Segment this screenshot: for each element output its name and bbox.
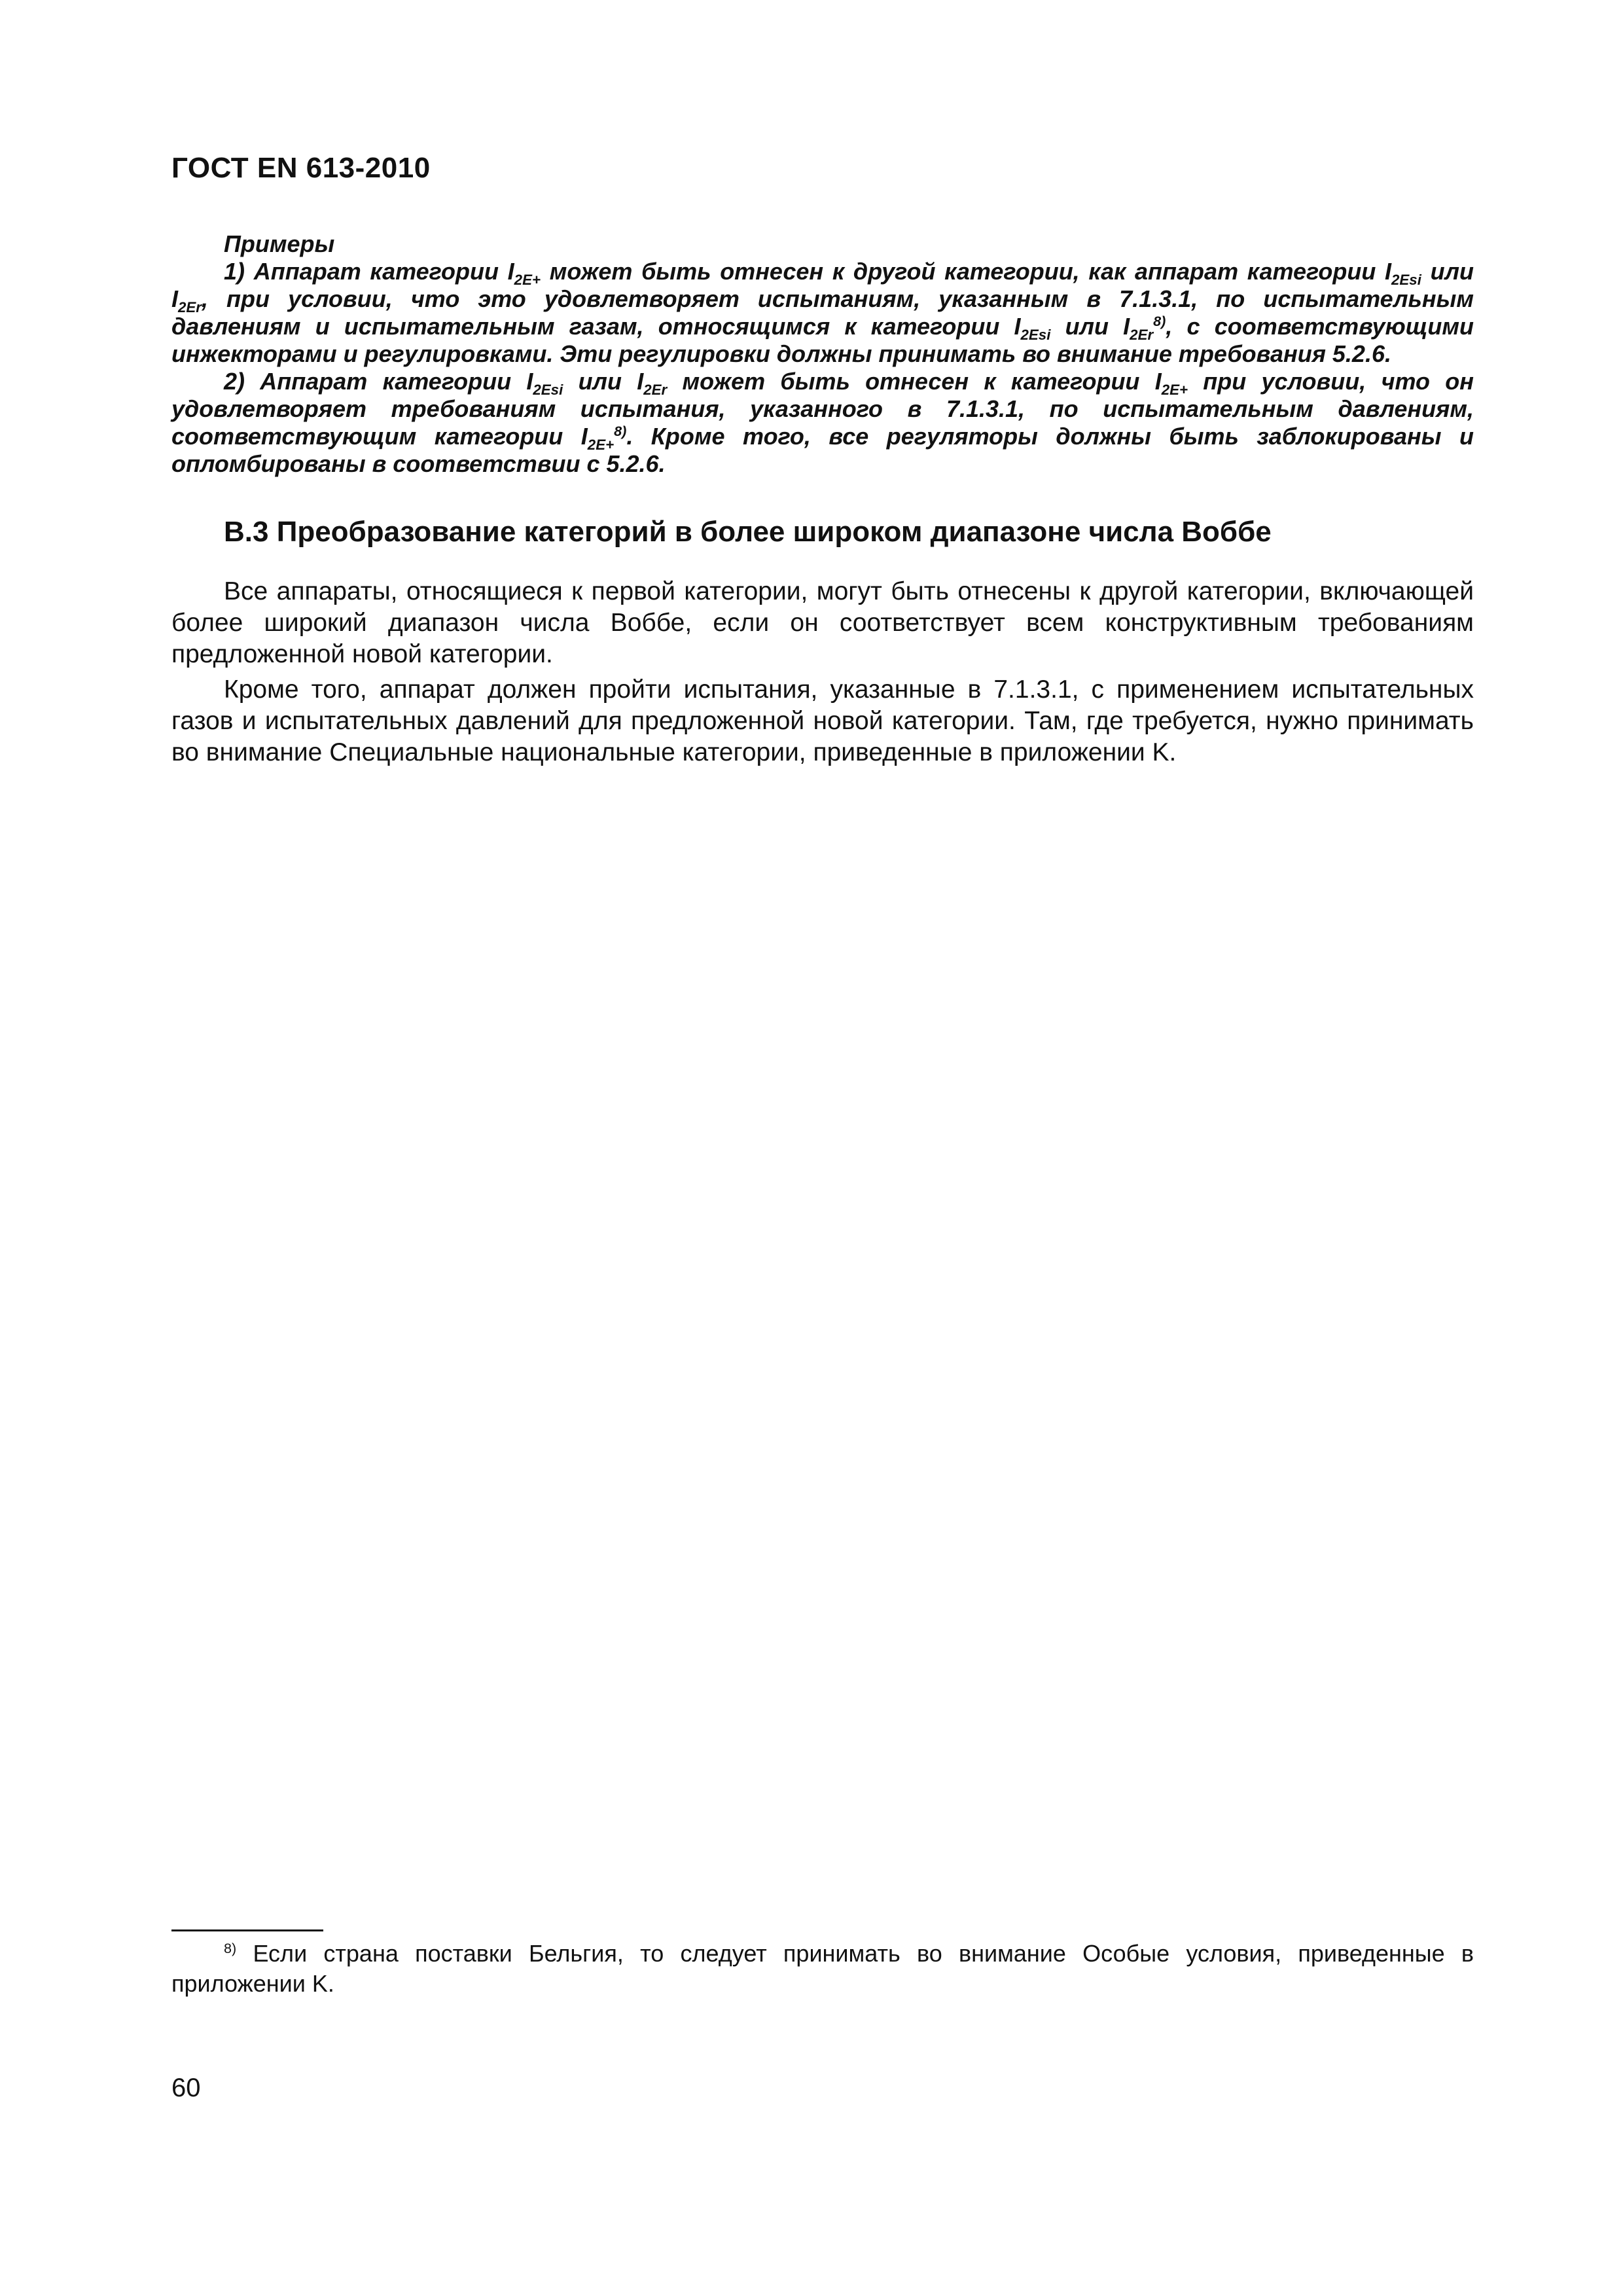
example-2-text: при условии, что он удовлетворяет требованиям испытания, указанного в 7.1.3.1, по испытательным давлениям, соответствующим категории I	[171, 368, 1474, 450]
category-subscript: 2Esi	[1020, 327, 1051, 344]
footnote-reference[interactable]: 8)	[614, 423, 627, 439]
example-1-text: 1) Аппарат категории I	[224, 258, 514, 285]
footnote-divider	[171, 1929, 323, 1931]
example-1-text: , с соответствующими инжекторами и регулировками. Эти регулировки должны принимать во внимание требования 5.2.6.	[171, 313, 1474, 367]
category-subscript: 2Er	[178, 299, 202, 316]
category-subscript: 2E+	[1161, 382, 1188, 399]
footnote-marker: 8)	[224, 1940, 237, 1956]
example-2-text: . Кроме того, все регуляторы должны быть заблокированы и опломбированы в соответствии с 5.2.6.	[171, 423, 1474, 477]
section-body	[171, 576, 1474, 772]
category-subscript: 2Esi	[1391, 272, 1421, 289]
examples-block	[171, 230, 1474, 478]
category-subscript: 2Esi	[533, 382, 563, 399]
body-paragraph: Кроме того, аппарат должен пройти испытания, указанные в 7.1.3.1, с применением испытательных газов и испытательных давлений для предложенной новой категории. Там, где требуется, нужно принимать во внимание Специальные национальные категории, приведенные в приложении K.	[171, 675, 1474, 766]
category-subscript: 2E+	[587, 437, 615, 454]
example-1	[171, 258, 1474, 368]
example-1-text: , при условии, что это удовлетворяет испытаниям, указанным в 7.1.3.1, по испытательным давлениям и испытательным газам, относящимся к категории I	[171, 285, 1474, 340]
footnote-reference[interactable]: 8)	[1153, 313, 1166, 329]
example-2-text: может быть отнесен к категории I	[667, 368, 1162, 395]
category-subscript: 2Er	[643, 382, 668, 399]
example-1-text: может быть отнесен к другой категории, как аппарат категории I	[541, 258, 1392, 285]
body-paragraph: Все аппараты, относящиеся к первой категории, могут быть отнесены к другой категории, включающей более широкий диапазон числа Воббе, если он соответствует всем конструктивным требованиям предложенной новой категории.	[171, 577, 1474, 668]
example-1-text: или I	[1050, 313, 1130, 340]
category-subscript: 2Er	[1130, 327, 1154, 344]
footnote-text: Если страна поставки Бельгия, то следует принимать во внимание Особые условия, приведенные в приложении K.	[171, 1940, 1474, 1997]
category-subscript: 2E+	[514, 272, 541, 289]
example-2-text: 2) Аппарат категории I	[224, 368, 533, 395]
document-header: ГОСТ EN 613-2010	[171, 152, 431, 184]
example-2-text: или I	[563, 368, 644, 395]
examples-title: Примеры	[224, 230, 335, 257]
page-number: 60	[171, 2073, 201, 2102]
example-1-text: или I	[171, 258, 1474, 312]
section-heading: B.3 Преобразование категорий в более широком диапазоне числа Воббе	[224, 516, 1272, 548]
footnote	[171, 1939, 1474, 1999]
example-2	[171, 368, 1474, 478]
